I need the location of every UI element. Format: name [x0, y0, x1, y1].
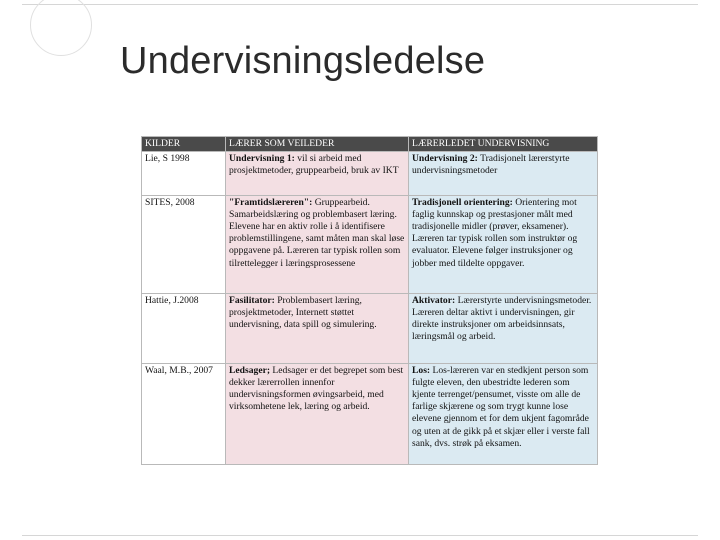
laererledet-description: Tradisjonelt lærerstyrte undervisningsmetoder	[412, 153, 570, 177]
veileder-term: Ledsager;	[229, 365, 271, 377]
laererledet-cell	[409, 152, 598, 196]
top-border-line	[22, 4, 698, 5]
veileder-term: "Framtidslæreren":	[229, 197, 313, 209]
laererledet-term: Undervisning 2:	[412, 153, 478, 165]
veileder-description: Ledsager er det begrepet som best dekker lærerrollen innenfor undervisningsformen øvingsarbeid, med virksomhetene lek, læring og arbeid.	[229, 365, 404, 413]
table-row	[142, 196, 598, 294]
source-cell: Hattie, J.2008	[142, 294, 226, 364]
laererledet-cell	[409, 196, 598, 294]
decorative-circle	[30, 0, 92, 56]
laererledet-description: Los-læreren var en stedkjent person som fulgte eleven, den ubestridte lederen som kjente terrenget/pensumet, visste om alle de farlige skjærene og som trygt kunne lose elevene gjennom et for dem ukjent fagområde og uten at de gikk på et skjær eller i verste fall sank, dvs. strøk på eksamen.	[412, 365, 590, 449]
source-cell: Waal, M.B., 2007	[142, 364, 226, 465]
veileder-term: Fasilitator:	[229, 295, 275, 307]
source-cell: SITES, 2008	[142, 196, 226, 294]
veileder-cell	[226, 196, 409, 294]
laererledet-term: Aktivator:	[412, 295, 456, 307]
source-cell: Lie, S 1998	[142, 152, 226, 196]
header-laererledet-undervisning: LÆRERLEDET UNDERVISNING	[409, 137, 598, 152]
table-header-row	[142, 137, 598, 152]
header-laerer-som-veileder: LÆRER SOM VEILEDER	[226, 137, 409, 152]
table-row	[142, 364, 598, 465]
comparison-table	[141, 136, 598, 465]
laererledet-term: Los:	[412, 365, 431, 377]
laererledet-cell	[409, 294, 598, 364]
veileder-cell	[226, 294, 409, 364]
veileder-description: vil si arbeid med prosjektmetoder, gruppearbeid, bruk av IKT	[229, 153, 399, 177]
laererledet-cell	[409, 364, 598, 465]
table-row	[142, 152, 598, 196]
veileder-cell	[226, 152, 409, 196]
veileder-description: Gruppearbeid. Samarbeidslæring og problembasert læring. Elevene har en aktiv rolle i å identifisere problemstillingene, samt måten man skal løse oppgavene på. Læreren tar typisk rollen som tilrettelegger i læringsprosessene	[229, 197, 405, 269]
laererledet-term: Tradisjonell orientering:	[412, 197, 513, 209]
veileder-cell	[226, 364, 409, 465]
laererledet-description: Orientering mot faglig kunnskap og prestasjoner målt med tradisjonelle midler (prøver, eksamener). Læreren tar typisk rollen som instruktør og evaluator. Elevene følger instruksjoner og jobber med tildelte oppgaver.	[412, 197, 578, 269]
veileder-term: Undervisning 1:	[229, 153, 295, 165]
laererledet-description: Lærerstyrte undervisningsmetoder. Læreren deltar aktivt i undervisningen, gir direkte instruksjoner om arbeidsinnsats, læringsmål og arbeid.	[412, 295, 592, 343]
veileder-description: Problembasert læring, prosjektmetoder, Internett støttet undervisning, data spill og simulering.	[229, 295, 377, 331]
table-row	[142, 294, 598, 364]
slide-title: Undervisningsledelse	[120, 40, 486, 82]
bottom-border-line	[22, 535, 698, 536]
header-kilder: KILDER	[142, 137, 226, 152]
